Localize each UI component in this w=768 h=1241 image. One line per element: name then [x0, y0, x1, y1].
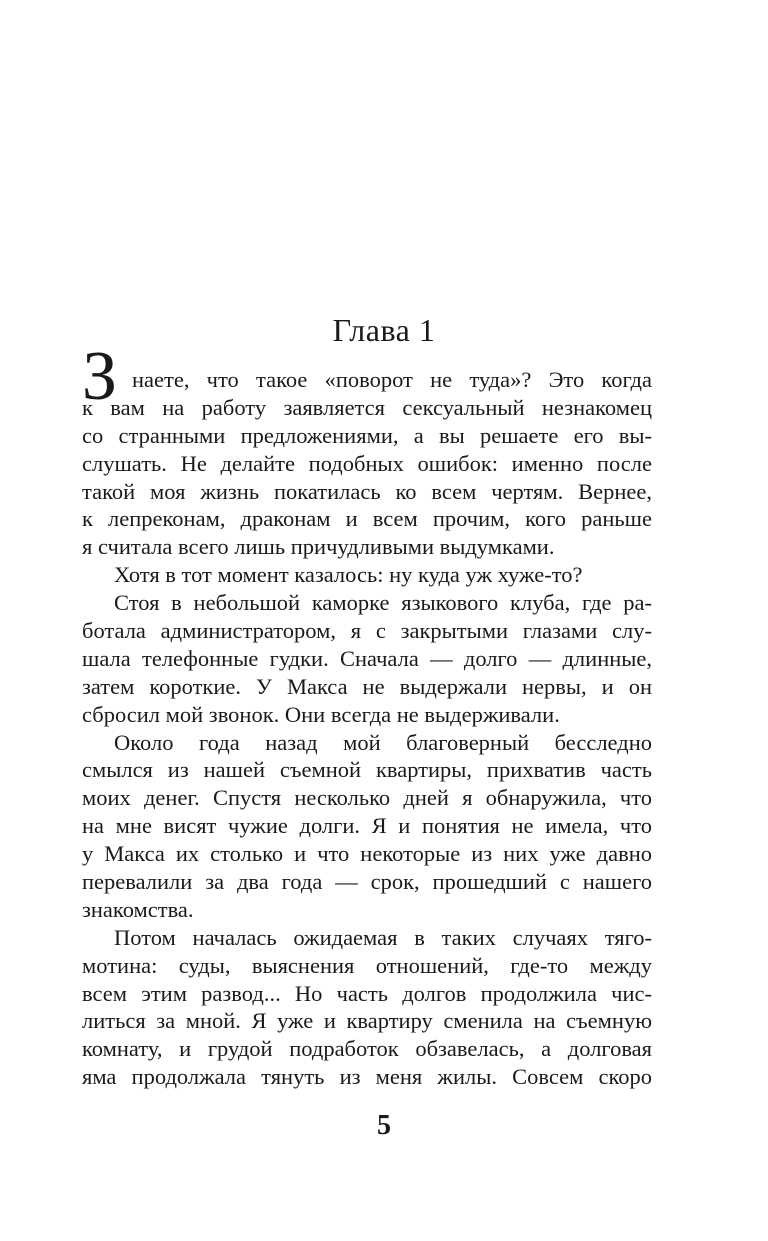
text-line: Хотя в тот момент казалось: ну куда уж хуже-то?	[114, 562, 583, 588]
text-line: знакомства.	[82, 896, 194, 922]
paragraph	[82, 589, 652, 728]
text-line: ботала администратором, я с закрытыми глазами слу-	[82, 618, 652, 644]
text-line: моих денег. Спустя несколько дней я обнаружила, что	[82, 785, 652, 811]
drop-cap: З	[82, 338, 118, 415]
text-line: к лепреконам, драконам и всем прочим, кого раньше	[82, 506, 652, 532]
text-line: наете, что такое «поворот не туда»? Это когда	[132, 367, 652, 392]
chapter-title: Глава 1	[332, 312, 436, 348]
body-text	[82, 338, 652, 1091]
paragraph	[82, 924, 652, 1091]
text-line: Стоя в небольшой каморке языкового клуба, где ра-	[114, 590, 652, 616]
text-line: со странными предложениями, а вы решаете его вы-	[82, 422, 652, 448]
paragraph	[82, 729, 652, 924]
text-line: такой моя жизнь покатилась ко всем чертям. Вернее,	[82, 478, 652, 504]
text-line: я считала всего лишь причудливыми выдумками.	[82, 534, 555, 560]
text-line: Около года назад мой благоверный бесследно	[114, 729, 652, 755]
text-line: всем этим развод... Но часть долгов продолжила чис-	[82, 980, 652, 1006]
text-line: яма продолжала тянуть из меня жилы. Совсем скоро	[82, 1064, 652, 1090]
text-line: на мне висят чужие долги. Я и понятия не имела, что	[82, 813, 652, 839]
text-line: перевалили за два года — срок, прошедший с нашего	[82, 869, 652, 895]
text-line: сбросил мой звонок. Они всегда не выдерживали.	[82, 701, 560, 727]
text-line: к вам на работу заявляется сексуальный незнакомец	[82, 394, 652, 420]
paragraph	[82, 338, 652, 561]
text-line: смылся из нашей съемной квартиры, прихватив часть	[82, 757, 652, 783]
text-line: слушать. Не делайте подобных ошибок: именно после	[82, 450, 652, 476]
text-line: шала телефонные гудки. Сначала — долго — длинные,	[82, 645, 652, 671]
text-line: у Макса их столько и что некоторые из них уже давно	[82, 841, 652, 867]
text-line: литься за мной. Я уже и квартиру сменила на съемную	[82, 1008, 652, 1034]
paragraph	[82, 561, 652, 589]
text-line: мотина: суды, выяснения отношений, где-то между	[82, 952, 652, 978]
text-line: затем короткие. У Макса не выдержали нервы, и он	[82, 673, 652, 699]
text-line: Потом началась ожидаемая в таких случаях тяго-	[114, 924, 652, 950]
text-line: комнату, и грудой подработок обзавелась, а долговая	[82, 1036, 652, 1062]
page-number: 5	[377, 1110, 391, 1141]
